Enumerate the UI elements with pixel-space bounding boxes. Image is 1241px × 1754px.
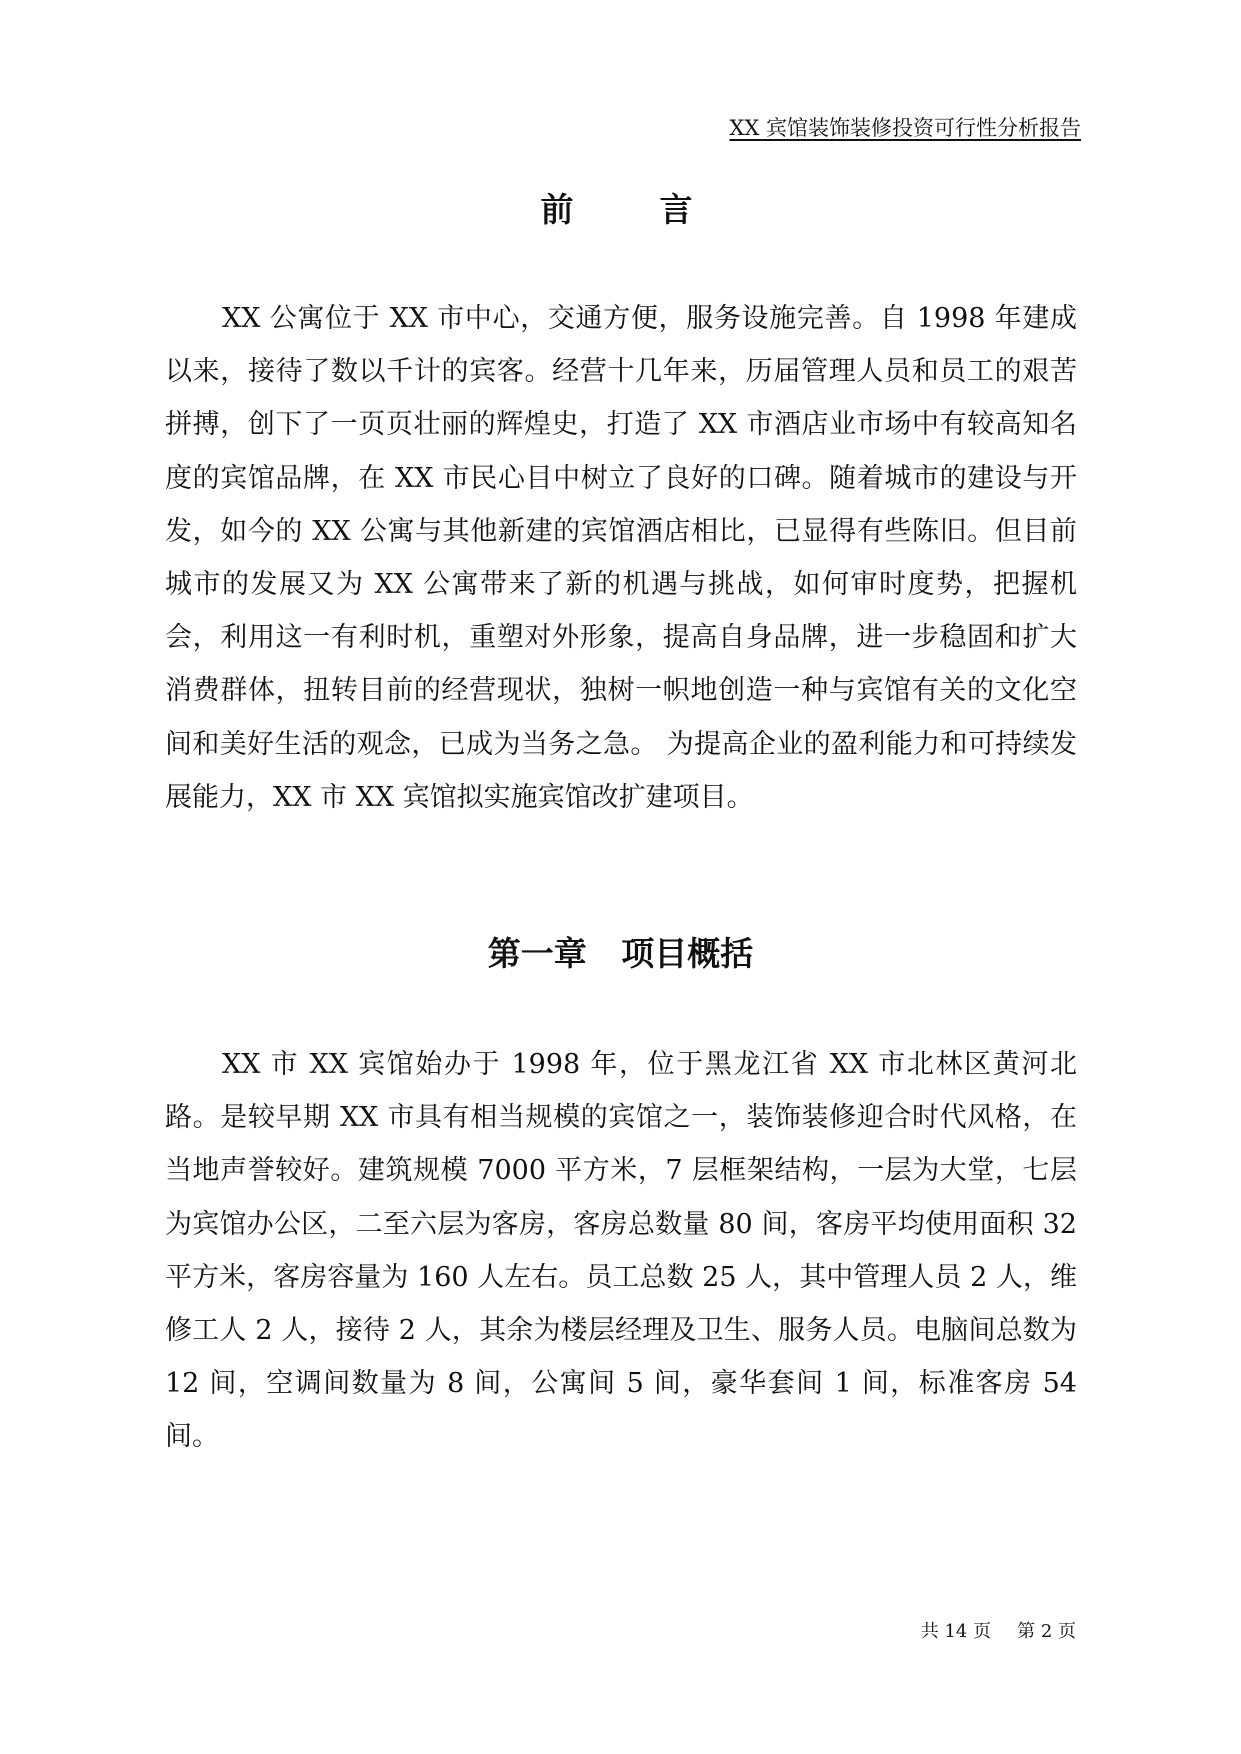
chapter-1-paragraph: XX 市 XX 宾馆始办于 1998 年，位于黑龙江省 XX 市北林区黄河北路。是较早期 XX 市具有相当规模的宾馆之一，装饰装修迎合时代风格，在当地声誉较好。建筑规模 7000 平方米，7 层框架结构，一层为大堂，七层为宾馆办公区，二至六层为客房，客房总数量 80 间，客房平均使用面积 32 平方米，客房容量为 160 人左右。员工总数 25 人，其中管理人员 2 人，维修工人 2 人，接待 2 人，其余为楼层经理及卫生、服务人员。电脑间总数为 12 间，空调间数量为 8 间，公寓间 5 间，豪华套间 1 间，标准客房 54 间。 bbox=[165, 1049, 1077, 1453]
preface-title: 前 言 bbox=[540, 190, 701, 229]
page-footer bbox=[921, 1620, 1076, 1644]
chapter-1-title: 第一章 项目概括 bbox=[487, 934, 754, 973]
running-header: XX 宾馆装饰装修投资可行性分析报告 bbox=[729, 116, 1081, 140]
preface-paragraph: XX 公寓位于 XX 市中心，交通方便，服务设施完善。自 1998 年建成以来，接待了数以千计的宾客。经营十几年来，历届管理人员和员工的艰苦拼搏，创下了一页页壮丽的辉煌史，打造了 XX 市酒店业市场中有较高知名度的宾馆品牌，在 XX 市民心目中树立了良好的口碑。随着城市的建设与开发，如今的 XX 公寓与其他新建的宾馆酒店相比，已显得有些陈旧。但目前城市的发展又为 XX 公寓带来了新的机遇与挑战，如何审时度势，把握机会，利用这一有利时机，重塑对外形象，提高自身品牌，进一步稳固和扩大消费群体，扭转目前的经营现状，独树一帜地创造一种与宾馆有关的文化空间和美好生活的观念，已成为当务之急。 为提高企业的盈利能力和可持续发展能力，XX 市 XX 宾馆拟实施宾馆改扩建项目。 bbox=[165, 303, 1077, 813]
current-page: 第 2 页 bbox=[1017, 1621, 1076, 1642]
total-pages: 共 14 页 bbox=[920, 1621, 992, 1642]
